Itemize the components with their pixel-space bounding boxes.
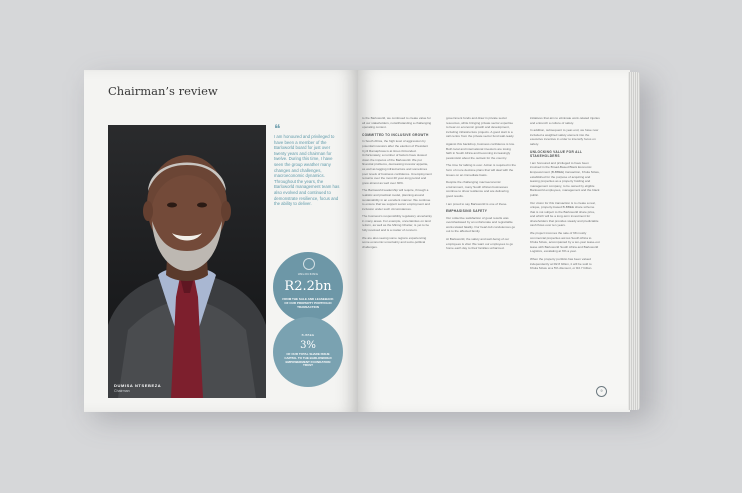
paragraph: In addition, subsequent to year-end, we have now included a weighted safety element into the executive incentive in order to intensify focus on safety. bbox=[530, 128, 599, 146]
paragraph: Our collective satisfaction of good results was overshadowed by an unfortunate and regrettable work-related fatality. Our heart-felt condolences go out to the affected family. bbox=[446, 215, 516, 234]
paragraph: I am proud to say Barloworld is one of these. bbox=[446, 201, 508, 206]
paragraph: government funds and draw in private sector resources, while bringing private sector expertise to bear on economic growth and development, including infrastructure projects. A good start is a call centre from the private sector fund wall-ready. bbox=[446, 116, 515, 139]
caption-role: Chairman bbox=[114, 389, 130, 393]
text-column-3 bbox=[530, 116, 600, 274]
stat-label: UNLOCKING bbox=[297, 272, 319, 276]
pull-quote: I am honoured and privileged to have been a member of the Barloworld board for just over twenty years and chairman for twelve. During this time, I have seen the group weather many changes and challenges, macroeconomic dynamics. Throughout the years, the Barloworld management team has also evolved and continued to demonstrate resilience, focus and the ability to deliver. bbox=[274, 134, 340, 207]
caption-name: DUMISA NTSEBEZA bbox=[114, 383, 162, 388]
paragraph: Against this backdrop, business confidence is low. Both local and international investors are losing faith in South Africa and becoming increasingly pessimistic about the outlook for the country. bbox=[446, 141, 515, 160]
paragraph: In South Africa, the high level of aggression by potential investors after the election of President Cyril Ramaphosa is at times ill-founded. Unfortunately, a number of factors have slowed down the impetus of the Barloworld. We put financial problems, decreasing investor appetite, as well as lagging infrastructure and sometimes poor levels of business confidence. Unemployment remains over the most 20 year-long period and grew almost as well over 30%. bbox=[362, 139, 432, 185]
stat-circle-value-unlocked bbox=[273, 252, 343, 322]
page-number: 9 bbox=[596, 386, 607, 397]
stat-description: OF OUR TOTAL SHARE ISSUE CAPITAL TO THE BARLOWORLD EMPOWERMENT FOUNDATION TRUST bbox=[284, 352, 332, 368]
paragraph: Despite the challenging macroeconomic environment, many South African businesses continue to show resilience and are delivering good results. bbox=[446, 180, 509, 198]
section-title: Chairman’s review bbox=[108, 84, 218, 98]
paragraph: When the property portfolio has been valued independently at R2.8 billion, it will be sold to Khula Sizwe at a 5% discount, or R2.7 billion. bbox=[530, 257, 593, 271]
paragraph: The Barloworld leadership will require, through a realistic and practical model, planning around sustainability in an excellent manner. We continue to ensure that we support sector employment and inclusion under such circumstances. bbox=[362, 188, 431, 211]
text-column-1 bbox=[362, 116, 432, 252]
stat-label: B-BBEE bbox=[301, 333, 315, 337]
quote-mark-icon: ❝ bbox=[274, 122, 281, 136]
text-column-2 bbox=[446, 116, 516, 254]
lock-icon bbox=[303, 258, 315, 270]
paragraph: We project incomes the sale of 68 mostly commercial properties across South Africa to Khula Sizwe, accompanied by a ten-year lease-out lease with Barloworld South Africa and Barloworld Logistics, escalating at 6% a year. bbox=[530, 231, 600, 254]
paragraph: I am honoured and privileged to have been involved in the Broad-Based Black Economic Empowerment (B-BBEE) transaction, Khula Sizwe, established for the purpose of acquiring and leasing properties as a property holding and management company, to be owned by eligible Barloworld employees, management and the black public. bbox=[530, 160, 600, 197]
stat-circle-bbbee bbox=[273, 317, 343, 387]
paragraph: The business's responsibility regulatory uncertainty in many areas. For example, uncertainties on land reform, as well as the Mining Charter, is yet to be fully resolved and is a matter of concern. bbox=[362, 214, 432, 233]
paragraph: The time for talking is over. Action is required in the form of more decisive plans that will deal with the issues on an immediate basis. bbox=[446, 163, 516, 177]
portrait-illustration bbox=[108, 125, 266, 398]
column-heading: COMMITTED TO INCLUSIVE GROWTH bbox=[362, 132, 429, 137]
paragraph: Our vision for this transaction is to create a real, unique, property-based B-BBEE share scheme that is not subject to the Barloworld share price, and which will be a long-term investment for shareholders that provides steady and predictable cash flows over ten years. bbox=[530, 200, 599, 228]
column-heading: UNLOCKING VALUE FOR ALL STAKEHOLDERS bbox=[530, 149, 583, 159]
stat-description: FROM THE SALE AND LEASEBACK OF OUR PROPERTY PORTFOLIO TRANSACTION bbox=[282, 297, 334, 309]
paragraph: At Barloworld, the safety and well-being of our employees is vital. We want our employees to go home each day to their families unharmed. bbox=[446, 237, 514, 251]
paragraph: We are also seeing some regions experiencing some economic uncertainty and socio-political challenges. bbox=[362, 235, 427, 249]
chairman-photo bbox=[108, 125, 266, 398]
stat-value: 3% bbox=[300, 340, 316, 351]
page-edges bbox=[628, 72, 640, 410]
stat-value: R2.2bn bbox=[284, 279, 332, 294]
column-heading: EMPHASISING SAFETY bbox=[446, 209, 488, 214]
paragraph: to the Barloworld, we continued to create value for all our stakeholders, notwithstanding a challenging operating context. bbox=[362, 116, 432, 130]
paragraph: initiatives that aim to eliminate work-related injuries and entrench a culture of safety. bbox=[530, 116, 600, 125]
